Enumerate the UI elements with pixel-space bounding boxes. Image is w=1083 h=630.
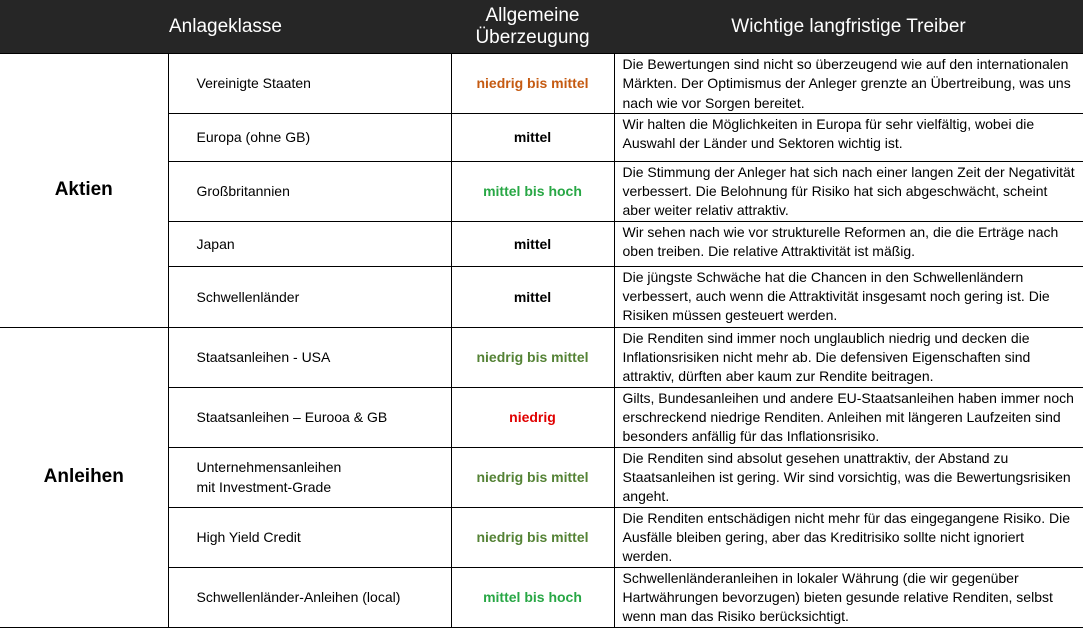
asset-name: Europa (ohne GB) [168, 113, 451, 161]
conviction-value: mittel [451, 113, 614, 161]
driver-text: Die Renditen sind absolut gesehen unattraktiv, der Abstand zu Staatsanleihen ist gering. Wir sind vorsichtig, was die Bewertungsrisiken angeht. [614, 447, 1083, 507]
driver-text: Wir sehen nach wie vor strukturelle Reformen an, die die Erträge nach oben treiben. Die relative Attraktivität ist mäßig. [614, 221, 1083, 266]
asset-name: High Yield Credit [168, 507, 451, 567]
conviction-value: niedrig bis mittel [451, 447, 614, 507]
conviction-value: niedrig bis mittel [451, 327, 614, 387]
conviction-value: niedrig [451, 387, 614, 447]
table-row [0, 327, 1083, 387]
asset-name: Japan [168, 221, 451, 266]
conviction-value: niedrig bis mittel [451, 54, 614, 114]
conviction-value: mittel bis hoch [451, 161, 614, 221]
conviction-value: mittel [451, 221, 614, 266]
group-label-bonds: Anleihen [0, 327, 168, 627]
conviction-value: mittel [451, 266, 614, 327]
asset-name [168, 447, 451, 507]
driver-text: Schwellenländeranleihen in lokaler Währung (die wir gegenüber Hartwährungen bevorzugen) bieten gesunde relative Renditen, selbst wenn man das Risiko berücksichtigt. [614, 567, 1083, 627]
driver-text: Gilts, Bundesanleihen und andere EU-Staatsanleihen haben immer noch erschreckend niedrige Renditen. Anleihen mit längeren Laufzeiten sind besonders anfällig für das Inflationsrisiko. [614, 387, 1083, 447]
asset-name-line1: Unternehmensanleihen [196, 459, 342, 476]
asset-name-line2: mit Investment-Grade [196, 479, 332, 496]
table-header-row [0, 0, 1083, 54]
driver-text: Die Renditen entschädigen nicht mehr für das eingegangene Risiko. Die Ausfälle bleiben gering, aber das Kreditrisiko sollte nicht ignoriert werden. [614, 507, 1083, 567]
header-asset-class: Anlageklasse [0, 0, 451, 54]
driver-text: Die Stimmung der Anleger hat sich nach einer langen Zeit der Negativität verbessert. Die Belohnung für Risiko hat sich abgeschwächt, scheint aber weiter relativ attraktiv. [614, 161, 1083, 221]
asset-name: Schwellenländer-Anleihen (local) [168, 567, 451, 627]
asset-name: Vereinigte Staaten [168, 54, 451, 114]
conviction-value: niedrig bis mittel [451, 507, 614, 567]
asset-name: Staatsanleihen – Eurooa & GB [168, 387, 451, 447]
table-row [0, 54, 1083, 114]
driver-text: Die Bewertungen sind nicht so überzeugend wie auf den internationalen Märkten. Der Optimismus der Anleger grenzte an Übertreibung, was uns nach wie vor Sorgen bereitet. [614, 54, 1083, 114]
header-conviction: Allgemeine Überzeugung [451, 0, 614, 54]
driver-text: Die jüngste Schwäche hat die Chancen in den Schwellenländern verbessert, auch wenn die Attraktivität insgesamt noch gering ist. Die Risiken müssen gesteuert werden. [614, 266, 1083, 327]
asset-name: Staatsanleihen - USA [168, 327, 451, 387]
group-label-equities: Aktien [0, 54, 168, 328]
asset-name: Schwellenländer [168, 266, 451, 327]
driver-text: Die Renditen sind immer noch unglaublich niedrig und decken die Inflationsrisiken nicht mehr ab. Die defensiven Eigenschaften sind attraktiv, dürften aber kaum zur Rendite beitragen. [614, 327, 1083, 387]
driver-text: Wir halten die Möglichkeiten in Europa für sehr vielfältig, wobei die Auswahl der Länder und Sektoren wichtig ist. [614, 113, 1083, 161]
header-drivers: Wichtige langfristige Treiber [614, 0, 1083, 54]
conviction-value: mittel bis hoch [451, 567, 614, 627]
asset-name: Großbritannien [168, 161, 451, 221]
